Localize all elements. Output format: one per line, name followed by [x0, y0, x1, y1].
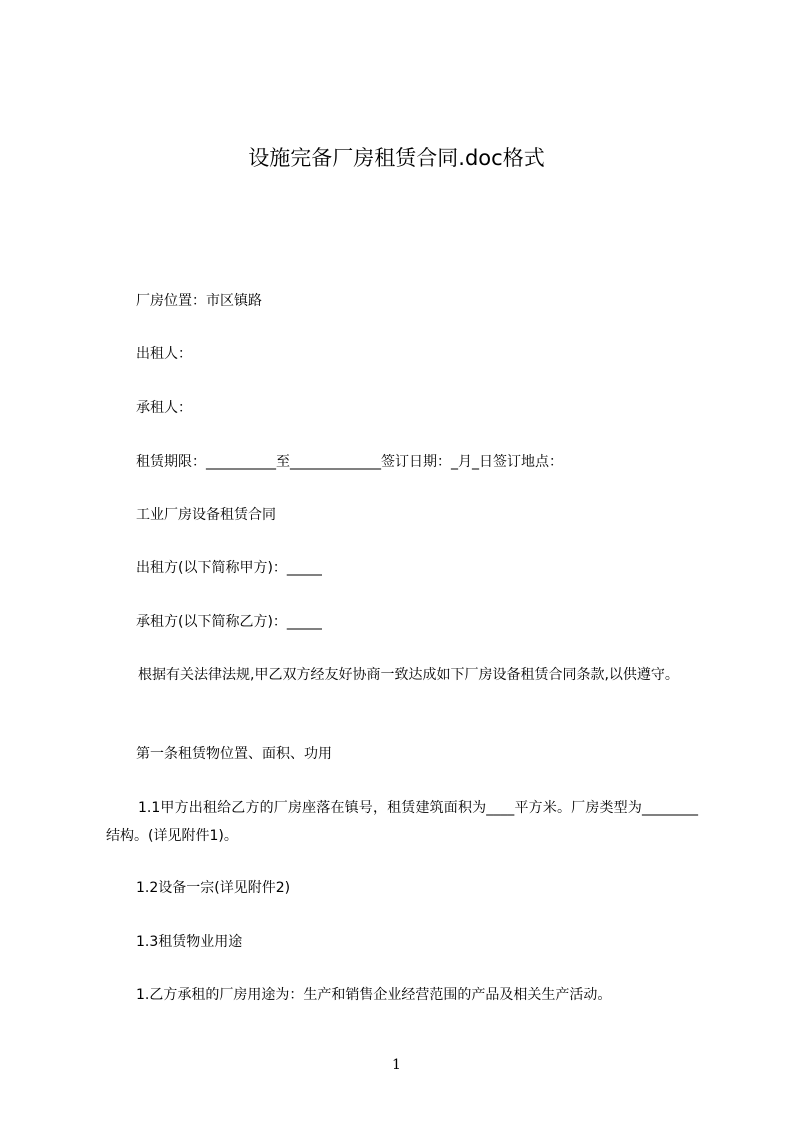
paragraph-party-b: 承租方(以下简称乙方)：_____ [136, 614, 322, 630]
paragraph-clause-1-3: 1.3租赁物业用途 [136, 934, 243, 950]
page-number: 1 [392, 1057, 401, 1073]
paragraph-clause-1-2: 1.2设备一宗(详见附件2) [136, 880, 291, 896]
paragraph-party-a: 出租方(以下简称甲方)：_____ [136, 560, 322, 576]
paragraph-article-1: 第一条租赁物位置、面积、功用 [136, 746, 332, 762]
paragraph-preamble: 根据有关法律法规,甲乙双方经友好协商一致达成如下厂房设备租赁合同条款,以供遵守。 [138, 667, 679, 683]
paragraph-lessee: 承租人： [136, 400, 192, 416]
paragraph-contract-title: 工业厂房设备租赁合同 [136, 507, 276, 523]
paragraph-clause-1-1: 1.1甲方出租给乙方的厂房座落在镇号，租赁建筑面积为____平方米。厂房类型为________结构。(详见附件1)。 [106, 800, 698, 844]
paragraph-lessor: 出租人： [136, 346, 192, 362]
paragraph-usage-1: 1.乙方承租的厂房用途为：生产和销售企业经营范围的产品及相关生产活动。 [136, 987, 612, 1003]
paragraph-lease-term: 租赁期限：__________至_____________签订日期：_月_日签订地点： [136, 454, 563, 470]
paragraph-factory-location: 厂房位置：市区镇路 [136, 293, 262, 309]
document-title: 设施完备厂房租赁合同.doc格式 [248, 146, 545, 170]
